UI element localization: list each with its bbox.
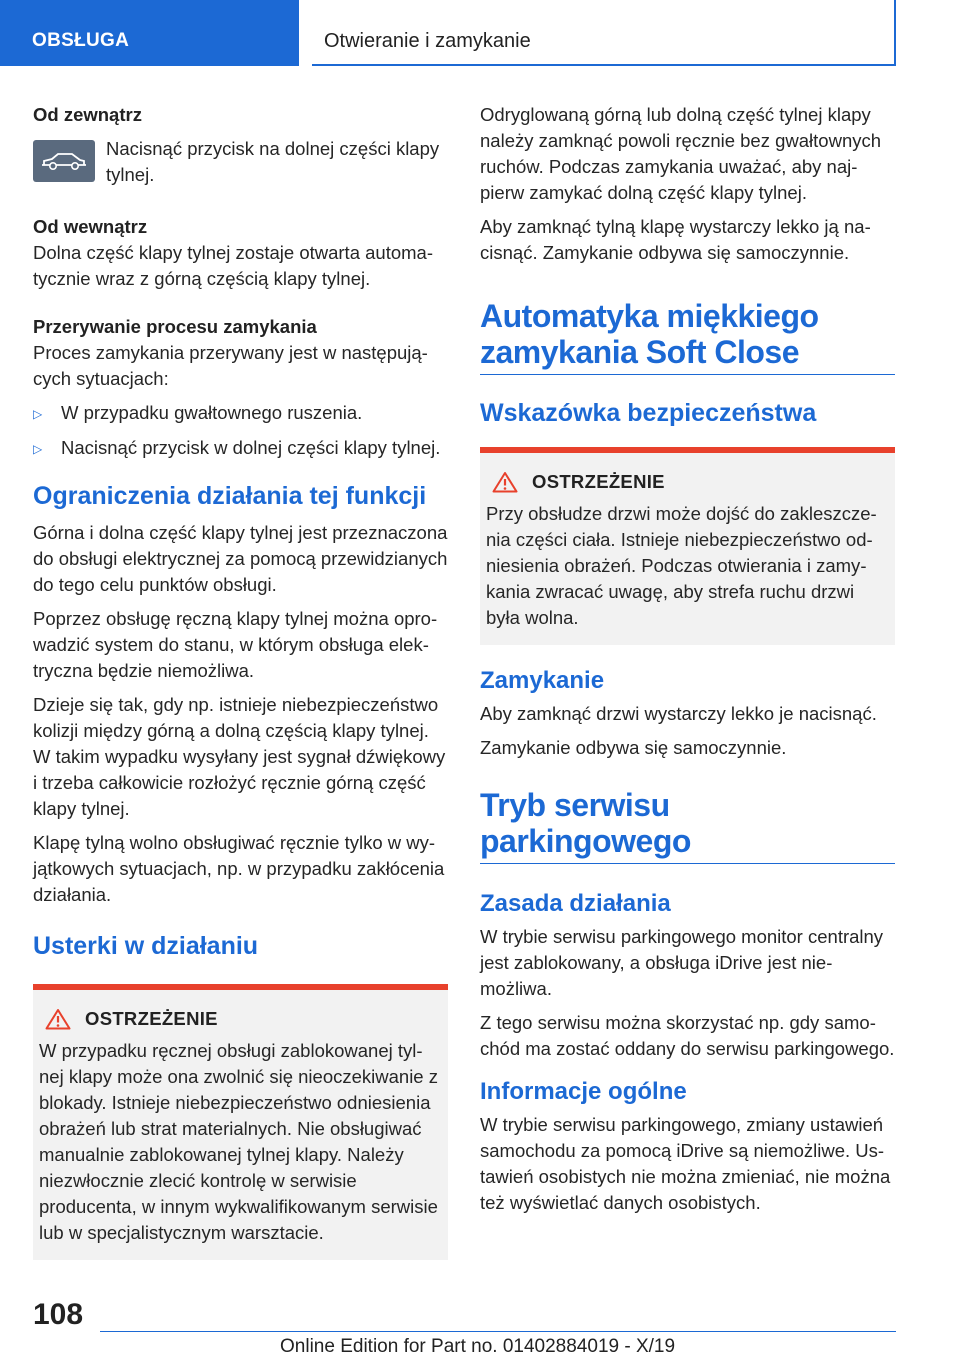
limits-paragraph: Dzieje się tak, gdy np. istnieje niebezpieczeństwo kolizji między górną a dolną częścią klapy tylnej. W takim wypadku wysyłany jest sygnał dźwiękowy i trzeba całkowicie rozłożyć ręcznie górną część klapy tylnej.: [33, 694, 446, 819]
warning-title: OSTRZEŻENIE: [532, 471, 665, 492]
limits-paragraph: Klapę tylną wolno obsługiwać ręcznie tylko w wyjątkowych sytuacjach, np. w przypadku zakłócenia działania.: [33, 832, 445, 905]
principle-heading: Zasada działania: [480, 890, 671, 917]
closing-paragraph: Aby zamknąć drzwi wystarczy lekko je nacisnąć.: [480, 703, 877, 724]
general-heading: Informacje ogólne: [480, 1078, 687, 1105]
chapter-title: Otwieranie i zamykanie: [312, 0, 896, 66]
safety-heading: Wskazówka bezpieczeństwa: [480, 399, 817, 427]
general-paragraph: W trybie serwisu parkingowego, zmiany ustawień samochodu za pomocą iDrive są niemożliwe. Ustawień osobistych nie można zmieniać, nie można też wyświetlać danych osobistych.: [480, 1114, 891, 1213]
warning-triangle-icon: [45, 1008, 71, 1030]
principle-paragraph: W trybie serwisu parkingowego monitor centralny jest zablokowany, a obsługa iDrive jest niemożliwa.: [480, 926, 884, 999]
right-column: [480, 102, 895, 1224]
warning-box: [480, 447, 895, 645]
warning-text: Przy obsłudze drzwi może dojść do zakleszczenia części ciała. Istnieje niebezpieczeństwo odniesienia obrażeń. Podczas otwierania i zamykania zwracać uwagę, aby strefa ruchu drzwi była wolna.: [486, 503, 877, 628]
interrupt-text: Proces zamykania przerywany jest w następujących sytuacjach:: [33, 342, 428, 389]
faults-heading: Usterki w działaniu: [33, 932, 259, 960]
list-item: ▷ Nacisnąć przycisk w dolnej części klapy tylnej.: [33, 435, 448, 462]
limits-paragraph: Górna i dolna część klapy tylnej jest przeznaczona do obsługi elektrycznej za pomocą przewidzianych do tego celu punktów obsługi.: [33, 522, 448, 595]
tailgate-button-row: [33, 136, 448, 188]
warning-title: OSTRZEŻENIE: [85, 1008, 218, 1029]
page-number: 108: [33, 1298, 84, 1331]
interrupt-heading: Przerywanie procesu zamykania: [33, 316, 317, 337]
from-inside-heading: Od wewnątrz: [33, 216, 148, 237]
closing-paragraph: Zamykanie odbywa się samoczynnie.: [480, 737, 787, 758]
softclose-heading: Automatyka miękkiego zamykania Soft Close: [480, 298, 895, 375]
from-outside-heading: Od zewnątrz: [33, 104, 142, 125]
footer-rule: [100, 1331, 896, 1332]
closing-heading: Zamykanie: [480, 667, 605, 694]
left-column: [33, 102, 448, 1260]
triangle-bullet-icon: ▷: [33, 407, 43, 421]
limits-paragraph: Poprzez obsługę ręczną klapy tylnej można oprowadzić system do stanu, w którym obsługa elektryczna będzie niemożliwa.: [33, 608, 438, 681]
warning-header: [45, 1008, 438, 1030]
tailgate-close-paragraph: Aby zamknąć tylną klapę wystarczy lekko ją nacisnąć. Zamykanie odbywa się samoczynnie.: [480, 216, 871, 263]
triangle-bullet-icon: ▷: [33, 442, 43, 456]
principle-paragraph: Z tego serwisu można skorzystać np. gdy samochód ma zostać oddany do serwisu parkingowego.: [480, 1012, 895, 1059]
parking-heading: Tryb serwisu parkingowego: [480, 787, 691, 859]
warning-triangle-icon: [492, 471, 518, 493]
from-inside-text: Dolna część klapy tylnej zostaje otwarta automatycznie wraz z górną częścią klapy tylnej.: [33, 242, 434, 289]
heading-rule: [480, 863, 895, 864]
footer-edition: Online Edition for Part no. 01402884019 - X/19: [280, 1336, 676, 1357]
section-tab: OBSŁUGA: [0, 0, 299, 66]
tailgate-close-paragraph: Odryglowaną górną lub dolną część tylnej klapy należy zamknąć powoli ręcznie bez gwałtownych ruchów. Podczas zamykania uważać, aby najpierw zamykać dolną część klapy tylnej.: [480, 104, 882, 203]
list-item: ▷ W przypadku gwałtownego ruszenia.: [33, 400, 448, 427]
limits-heading: Ograniczenia działania tej funkcji: [33, 482, 427, 510]
warning-box: [33, 984, 448, 1260]
from-outside-text: Nacisnąć przycisk na dolnej części klapy tylnej.: [106, 138, 440, 185]
warning-header: [492, 471, 885, 493]
warning-text: W przypadku ręcznej obsługi zablokowanej tylnej klapy może ona zwolnić się nieoczekiwanie z blokady. Istnieje niebezpieczeństwo odniesienia obrażeń lub strat materialnych. Nie obsługiwać manualnie zablokowanej tylnej klapy. Należy niezwłocznie zlecić kontrolę w serwisie producenta, w innym wykwalifikowanym serwisie lub w specjalistycznym warsztacie.: [39, 1040, 438, 1243]
car-tailgate-icon: [33, 140, 95, 182]
page-header: [0, 0, 960, 66]
